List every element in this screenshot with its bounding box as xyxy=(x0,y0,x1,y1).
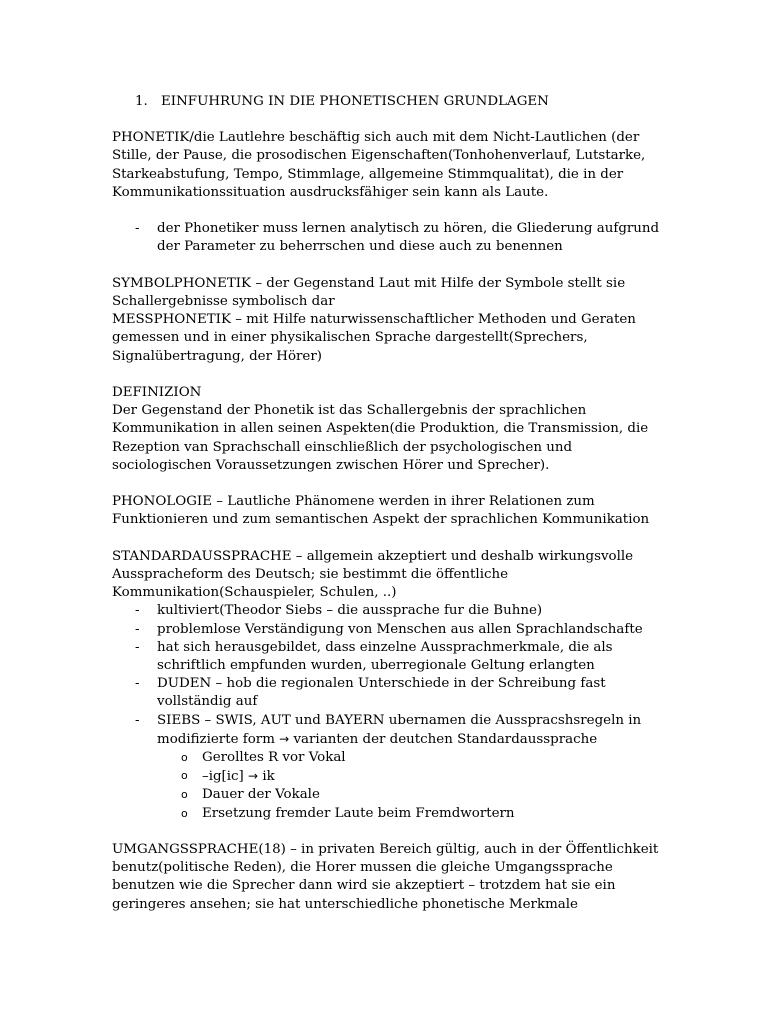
sub-item-text xyxy=(202,769,275,784)
bullet-text: DUDEN – hob die regionalen Unterschiede in der Schreibung fast vollständig auf xyxy=(157,676,606,710)
circle-marker: o xyxy=(181,769,188,783)
list-item xyxy=(112,602,672,620)
circle-marker: o xyxy=(181,751,188,765)
bullet-text: hat sich herausgebildet, dass einzelne Aussprachmerkmale, die als schriftlich empfunden wurden, uberregionale Geltung erlangten xyxy=(157,639,613,674)
siebs-text-start: SIEBS – SWIS, AUT und BAYERN ubernamen die Ausspracshsregeln in modifizierte form xyxy=(157,712,642,747)
list-item xyxy=(157,767,672,786)
document-body xyxy=(112,93,672,932)
umgangssprache-paragraph: UMGANGSSPRACHE(18) – in privaten Bereich gültig, auch in der Öffentlichkeit benutz(politische Reden), die Horer mussen die gleiche Umgangssprache benutzen wie die Sprecher dann wird sie akzeptiert – trotzdem hat sie ein geringeres ansehen; sie hat unterschiedliche phonetische Merkmale xyxy=(112,842,659,912)
circle-marker: o xyxy=(181,788,188,802)
symbolphonetik-paragraph: SYMBOLPHONETIK – der Gegenstand Laut mit Hilfe der Symbole stellt sie Schallergebnisse symbolisch dar xyxy=(112,275,626,309)
list-item xyxy=(112,621,672,639)
heading-text: EINFUHRUNG IN DIE PHONETISCHEN GRUNDLAGEN xyxy=(161,94,549,109)
dash-marker: - xyxy=(135,621,140,637)
bullet-text: problemlose Verständigung von Menschen aus allen Sprachlandschafte xyxy=(157,621,643,637)
phonetik-paragraph: PHONETIK/die Lautlehre beschäftig sich auch mit dem Nicht-Lautlichen (der Stille, der Pause, die prosodischen Eigenschaften(Tonhohenverlauf, Lutstarke, Starkeabstufung, Tempo, Stimmlage, allgemeine Stimmqualitat), die in der Kommunikationssituation ausdrucksfähiger sein kann als Laute. xyxy=(112,130,646,200)
list-item xyxy=(112,712,672,823)
dash-marker: - xyxy=(135,221,140,237)
bullet-text xyxy=(157,713,641,747)
dash-marker: - xyxy=(135,676,140,692)
standard-bullet-list xyxy=(112,602,672,822)
heading-number: 1. xyxy=(135,94,148,109)
sub-item-text: Gerolltes R vor Vokal xyxy=(202,750,346,766)
ik-text: ik xyxy=(258,769,275,785)
definizion-title: DEFINIZION xyxy=(112,385,202,400)
list-item xyxy=(157,749,672,767)
definizion-text: Der Gegenstand der Phonetik ist das Schallergebnis der sprachlichen Kommunikation in allen seinen Aspekten(die Produktion, die Transmission, die Rezeption van Sprachschall einschließlich der psychologischen und sociologischen Voraussetzungen zwischen Hörer und Sprecher). xyxy=(112,403,649,473)
right-arrow-icon: → xyxy=(279,731,290,746)
list-item xyxy=(112,220,672,256)
standard-intro: STANDARDAUSSPRACHE – allgemein akzeptiert und deshalb wirkungsvolle Ausspracheform des Deutsch; sie bestimmt die öffentliche Kommunikation(Schauspieler, Schulen, ..) xyxy=(112,548,634,601)
ig-text: –ig[ic] xyxy=(202,769,249,785)
dash-marker: - xyxy=(135,712,140,728)
list-item xyxy=(157,805,672,823)
list-item xyxy=(112,639,672,675)
dash-marker: - xyxy=(135,603,140,619)
siebs-sub-list xyxy=(157,749,672,823)
list-item xyxy=(112,675,672,711)
messphonetik-paragraph: MESSPHONETIK – mit Hilfe naturwissenschaftlicher Methoden und Geraten gemessen und in einer physikalischen Sprache dargestellt(Sprechers, Signalübertragung, der Hörer) xyxy=(112,312,636,364)
sub-item-text: Dauer der Vokale xyxy=(202,787,320,803)
sub-item-text: Ersetzung fremder Laute beim Fremdwortern xyxy=(202,805,515,821)
section-heading xyxy=(112,93,672,111)
bullet-text: kultiviert(Theodor Siebs – die aussprache fur die Buhne) xyxy=(157,603,543,619)
siebs-text-end: varianten der deutchen Standardaussprache xyxy=(289,731,598,747)
dash-marker: - xyxy=(135,639,140,655)
bullet-text: der Phonetiker muss lernen analytisch zu hören, die Gliederung aufgrund der Parameter zu beherrschen und diese auch zu benennen xyxy=(157,221,660,255)
phonologie-paragraph: PHONOLOGIE – Lautliche Phänomene werden in ihrer Relationen zum Funktionieren und zum semantischen Aspekt der sprachlichen Kommunikation xyxy=(112,494,650,528)
phonetik-bullet-list xyxy=(112,220,672,256)
right-arrow-icon: → xyxy=(248,769,259,784)
circle-marker: o xyxy=(181,806,188,820)
list-item xyxy=(157,786,672,804)
